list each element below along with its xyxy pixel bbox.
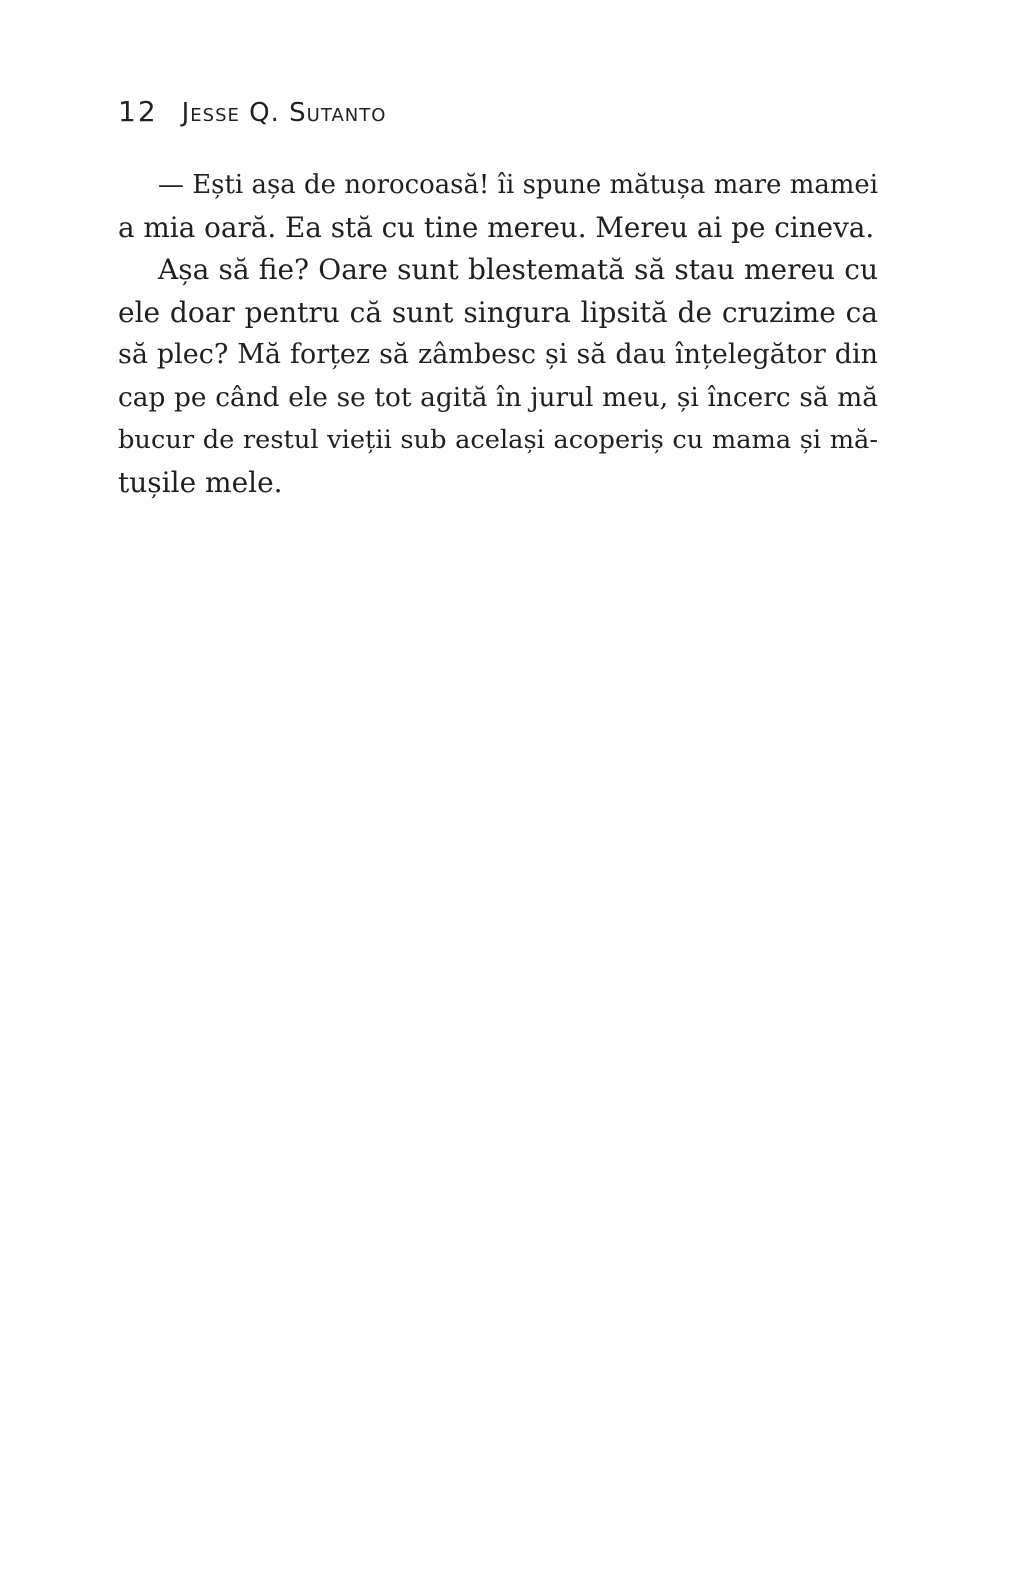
running-head-author: Jesse Q. Sutanto bbox=[181, 98, 387, 128]
text-line: bucur de restul vieții sub același acoperiș cu mama și mă- bbox=[118, 425, 878, 455]
text-line: ele doar pentru că sunt singura lipsită de cruzime ca bbox=[118, 295, 878, 329]
running-head bbox=[118, 92, 386, 132]
body-text bbox=[118, 164, 878, 504]
text-line: cap pe când ele se tot agită în jurul meu, și încerc să mă bbox=[118, 382, 878, 413]
text-line: a mia oară. Ea stă cu tine mereu. Mereu ai pe cineva. bbox=[118, 210, 875, 244]
text-line: tușile mele. bbox=[118, 465, 283, 499]
text-line: — Ești așa de norocoasă! îi spune mătușa mare mamei bbox=[158, 170, 878, 200]
text-line: Așa să fie? Oare sunt blestemată să stau mereu cu bbox=[158, 253, 878, 286]
text-line: să plec? Mă forțez să zâmbesc și să dau înțelegător din bbox=[118, 339, 878, 370]
page-number: 12 bbox=[118, 95, 158, 128]
